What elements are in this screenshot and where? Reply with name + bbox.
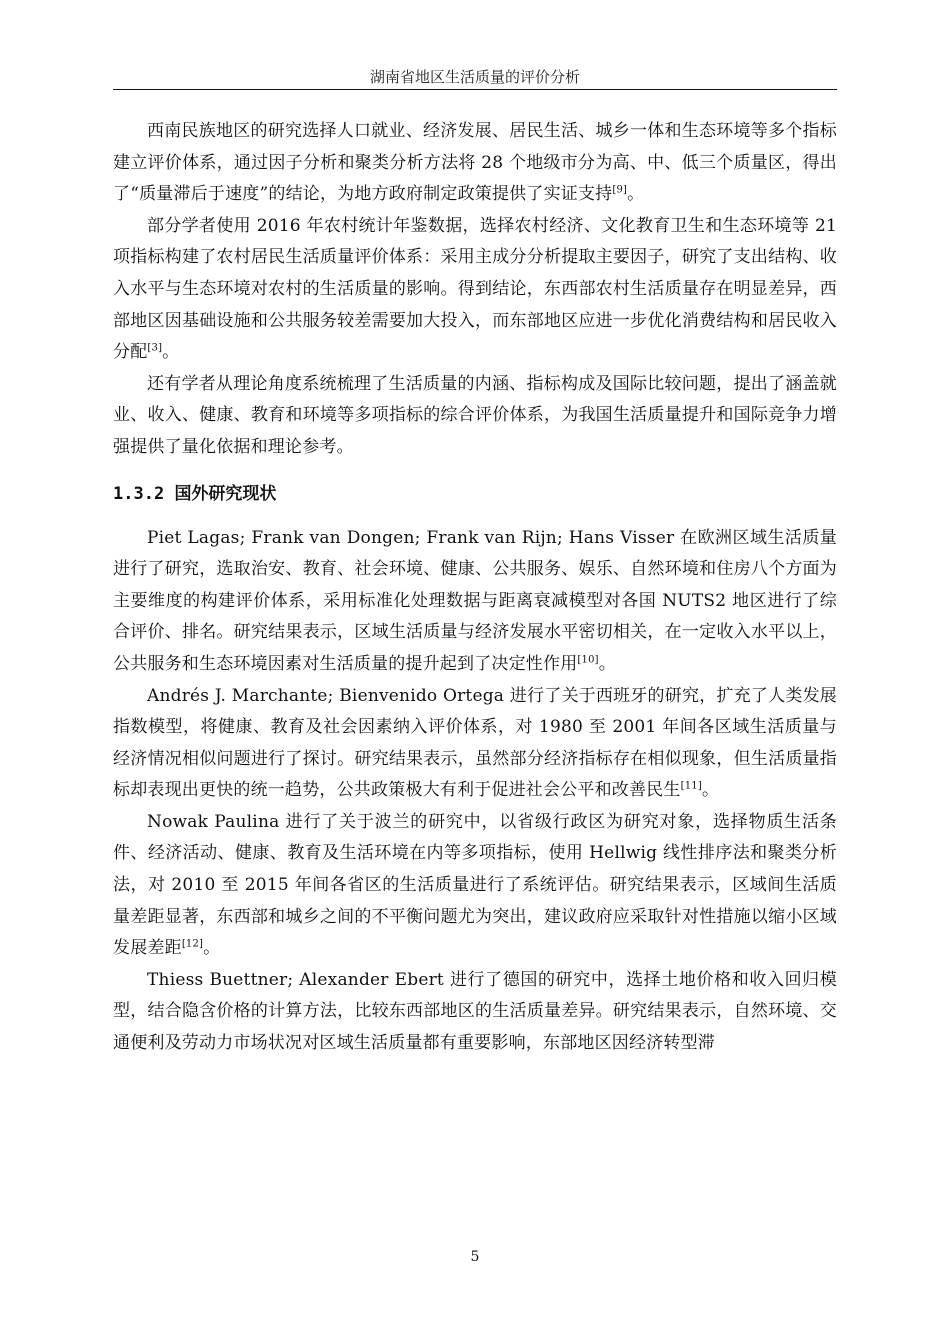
paragraph-germany-study xyxy=(113,965,837,1060)
citation-ref: [9] xyxy=(612,184,628,196)
citation-ref: [3] xyxy=(147,342,163,354)
page-body xyxy=(113,116,837,1060)
paragraph-rural-quality xyxy=(113,211,837,369)
paragraph-tail: 。 xyxy=(701,780,720,801)
paragraph-tail: 。 xyxy=(598,653,616,674)
paragraph-text: 还有学者从理论角度系统梳理了生活质量的内涵、指标构成及国际比较问题，提出了涵盖就业、收入、健康、教育和环境等多项指标的综合评价体系，为我国生活质量提升和国际竞争力增强提供了量化依据和理论参考。 xyxy=(113,373,837,457)
page-number: 5 xyxy=(470,1249,480,1265)
section-number: 1.3.2 xyxy=(113,483,165,504)
paragraph-text: Andrés J. Marchante; Bienvenido Ortega 进行了关于西班牙的研究，扩充了人类发展指数模型，将健康、教育及社会因素纳入评价体系，对 1980 至 2001 年间各区域生活质量与经济情况相似问题进行了探讨。研究结果表示，虽然部分经济指标存在相似现象，但生活质量指标却表现出更快的统一趋势，公共政策极大有利于促进社会公平和改善民生 xyxy=(113,685,837,801)
paragraph-text: 西南民族地区的研究选择人口就业、经济发展、居民生活、城乡一体和生态环境等多个指标建立评价体系，通过因子分析和聚类分析方法将 28 个地级市分为高、中、低三个质量区，得出了“质量滞后于速度”的结论，为地方政府制定政策提供了实证支持 xyxy=(113,121,837,205)
citation-ref: [11] xyxy=(680,780,702,792)
paragraph-tail: 。 xyxy=(627,184,645,205)
section-title: 国外研究现状 xyxy=(174,483,277,504)
paragraph-text: Piet Lagas; Frank van Dongen; Frank van Rijn; Hans Visser 在欧洲区域生活质量进行了研究，选取治安、教育、社会环境、健康、公共服务、娱乐、自然环境和住房八个方面为主要维度的构建评价体系，采用标准化处理数据与距离衰减模型对各国 NUTS2 地区进行了综合评价、排名。研究结果表示，区域生活质量与经济发展水平密切相关，在一定收入水平以上，公共服务和生态环境因素对生活质量的提升起到了决定性作用 xyxy=(113,527,837,674)
paragraph-text: 部分学者使用 2016 年农村统计年鉴数据，选择农村经济、文化教育卫生和生态环境等 21 项指标构建了农村居民生活质量评价体系：采用主成分分析提取主要因子，研究了支出结构、收入水平与生态环境对农村的生活质量的影响。得到结论，东西部农村生活质量存在明显差异，西部地区因基础设施和公共服务较差需要加大投入，而东部地区应进一步优化消费结构和居民收入分配 xyxy=(113,215,837,363)
paragraph-europe-study xyxy=(113,523,837,681)
section-heading xyxy=(113,482,837,506)
paragraph-spain-study xyxy=(113,681,837,807)
paragraph-tail: 。 xyxy=(203,938,221,959)
citation-ref: [12] xyxy=(181,938,204,950)
paragraph-text: Thiess Buettner; Alexander Ebert 进行了德国的研究中，选择土地价格和收入回归模型，结合隐含价格的计算方法，比较东西部地区的生活质量差异。研究结果表示，自然环境、交通便利及劳动力市场状况对区域生活质量都有重要影响，东部地区因经济转型滞 xyxy=(113,969,837,1054)
paragraph-southwest-ethnic-regions xyxy=(113,116,837,211)
header-rule xyxy=(113,89,837,90)
citation-ref: [10] xyxy=(577,654,599,666)
paragraph-theoretical-review xyxy=(113,369,837,464)
paragraph-text: Nowak Paulina 进行了关于波兰的研究中，以省级行政区为研究对象，选择物质生活条件、经济活动、健康、教育及生活环境在内等多项指标，使用 Hellwig 线性排序法和聚类分析法，对 2010 至 2015 年间各省区的生活质量进行了系统评估。研究结果表示，区域间生活质量差距显著，东西部和城乡之间的不平衡问题尤为突出，建议政府应采取针对性措施以缩小区域发展差距 xyxy=(113,811,837,959)
paragraph-tail: 。 xyxy=(162,342,180,363)
running-header: 湖南省地区生活质量的评价分析 xyxy=(369,68,580,86)
paragraph-poland-study xyxy=(113,807,837,965)
